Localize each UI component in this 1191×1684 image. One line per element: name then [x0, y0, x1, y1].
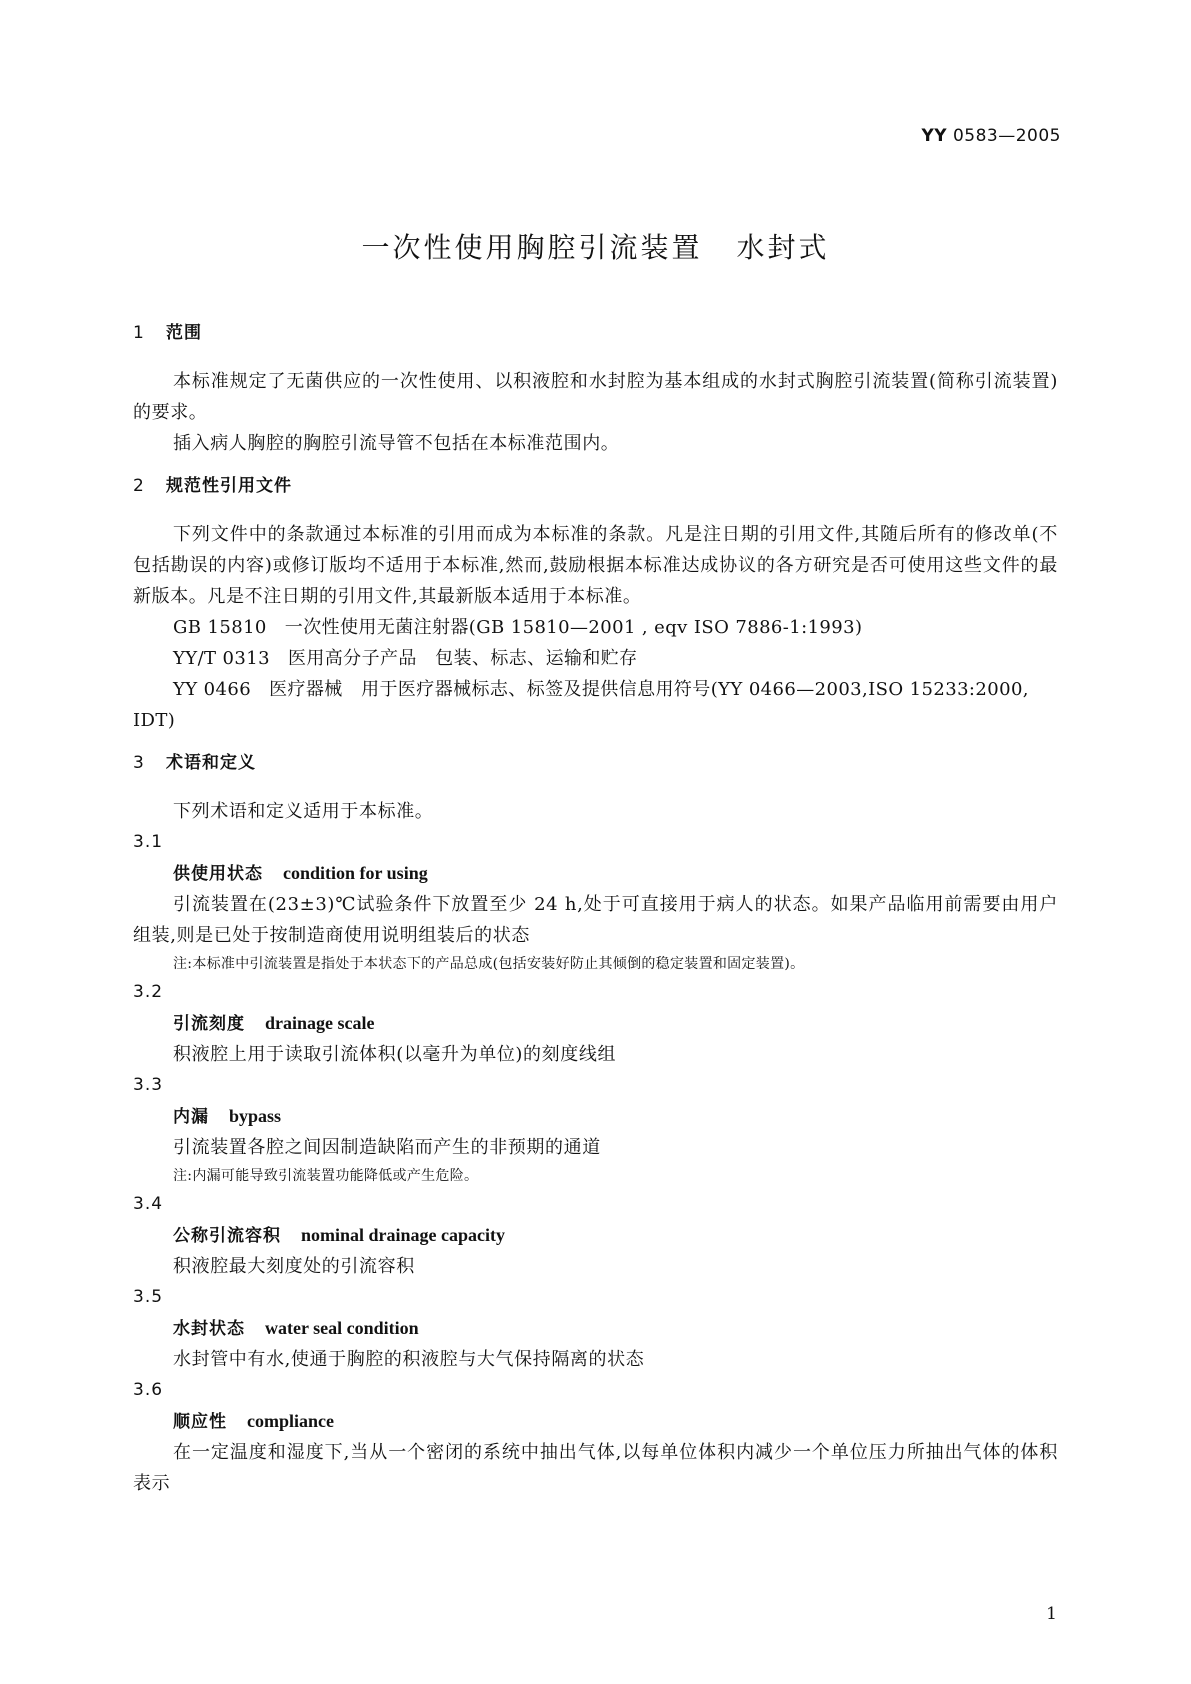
standard-code-number: 0583—2005 — [952, 126, 1061, 146]
standard-code-prefix: YY — [921, 126, 948, 146]
term-note: 注:本标准中引流装置是指处于本状态下的产品总成(包括安装好防止其倾倒的稳定装置和固定装置)。 — [173, 956, 805, 972]
term-definition: 水封管中有水,使通于胸腔的积液腔与大气保持隔离的状态 — [173, 1349, 645, 1370]
reference-code: GB 15810 — [173, 617, 267, 638]
term-name-zh: 引流刻度 — [173, 1014, 245, 1034]
term-definition: 引流装置各腔之间因制造缺陷而产生的非预期的通道 — [173, 1137, 601, 1158]
reference-code: YY 0466 — [173, 679, 252, 700]
term-name — [133, 1101, 1058, 1132]
term-number: 3.5 — [133, 1287, 164, 1307]
section-number: 1 — [133, 323, 145, 343]
reference-text: 一次性使用无菌注射器(GB 15810—2001 , eqv ISO 7886-1:1993) — [284, 617, 863, 638]
term-definition: 在一定温度和湿度下,当从一个密闭的系统中抽出气体,以每单位体积内减少一个单位压力所抽出气体的体积表示 — [133, 1442, 1058, 1494]
paragraph: 下列文件中的条款通过本标准的引用而成为本标准的条款。凡是注日期的引用文件,其随后所有的修改单(不包括勘误的内容)或修订版均不适用于本标准,然而,鼓励根据本标准达成协议的各方研究是否可使用这些文件的最新版本。凡是不注日期的引用文件,其最新版本适用于本标准。 — [133, 524, 1058, 607]
term-number: 3.3 — [133, 1075, 164, 1095]
term-name — [133, 1220, 1058, 1251]
term-name-zh: 顺应性 — [173, 1412, 227, 1432]
reference-code: YY/T 0313 — [173, 648, 270, 669]
paragraph: 下列术语和定义适用于本标准。 — [173, 801, 434, 822]
reference-text: 医疗器械 用于医疗器械标志、标签及提供信息用符号(YY 0466—2003,ISO 15233:2000, IDT) — [133, 679, 1029, 731]
term-name-en: nominal drainage capacity — [301, 1225, 506, 1245]
page-number: 1 — [1046, 1604, 1057, 1624]
term-note: 注:内漏可能导致引流装置功能降低或产生危险。 — [173, 1168, 479, 1184]
section-number: 3 — [133, 753, 145, 773]
term-name — [133, 1008, 1058, 1039]
term-name-zh: 水封状态 — [173, 1319, 245, 1339]
term-name — [133, 1406, 1058, 1437]
standard-code — [921, 126, 1061, 146]
reference-item — [133, 643, 1058, 674]
term-name-zh: 内漏 — [173, 1107, 209, 1127]
term-name-en: water seal condition — [265, 1318, 419, 1338]
paragraph: 本标准规定了无菌供应的一次性使用、以积液腔和水封腔为基本组成的水封式胸腔引流装置(简称引流装置)的要求。 — [133, 371, 1058, 423]
term-name — [133, 858, 1058, 889]
document-body — [133, 318, 1058, 1499]
term-number: 3.1 — [133, 832, 164, 852]
term-number: 3.6 — [133, 1380, 164, 1400]
section-heading-normative-references — [133, 471, 1058, 502]
section-number: 2 — [133, 476, 145, 496]
term-definition: 积液腔上用于读取引流体积(以毫升为单位)的刻度线组 — [173, 1044, 617, 1065]
reference-item — [133, 612, 1058, 643]
section-title: 范围 — [166, 323, 202, 343]
reference-text: 医用高分子产品 包装、标志、运输和贮存 — [287, 648, 638, 669]
document-title — [0, 226, 1191, 266]
term-number: 3.2 — [133, 982, 164, 1002]
paragraph: 插入病人胸腔的胸腔引流导管不包括在本标准范围内。 — [173, 433, 620, 454]
section-heading-scope — [133, 318, 1058, 349]
section-title: 术语和定义 — [166, 753, 256, 773]
term-name-zh: 公称引流容积 — [173, 1226, 281, 1246]
term-name-en: condition for using — [283, 863, 428, 883]
section-heading-terms-definitions — [133, 748, 1058, 779]
section-title: 规范性引用文件 — [166, 476, 292, 496]
term-name-en: drainage scale — [265, 1013, 375, 1033]
term-number: 3.4 — [133, 1194, 164, 1214]
title-main: 一次性使用胸腔引流装置 — [361, 231, 703, 264]
term-name-en: compliance — [247, 1411, 334, 1431]
term-name — [133, 1313, 1058, 1344]
reference-item — [133, 674, 1058, 736]
title-sub: 水封式 — [736, 231, 830, 264]
term-definition: 积液腔最大刻度处的引流容积 — [173, 1256, 415, 1277]
term-name-zh: 供使用状态 — [173, 864, 263, 884]
term-definition: 引流装置在(23±3)℃试验条件下放置至少 24 h,处于可直接用于病人的状态。如果产品临用前需要由用户组装,则是已处于按制造商使用说明组装后的状态 — [133, 894, 1058, 946]
term-name-en: bypass — [229, 1106, 282, 1126]
